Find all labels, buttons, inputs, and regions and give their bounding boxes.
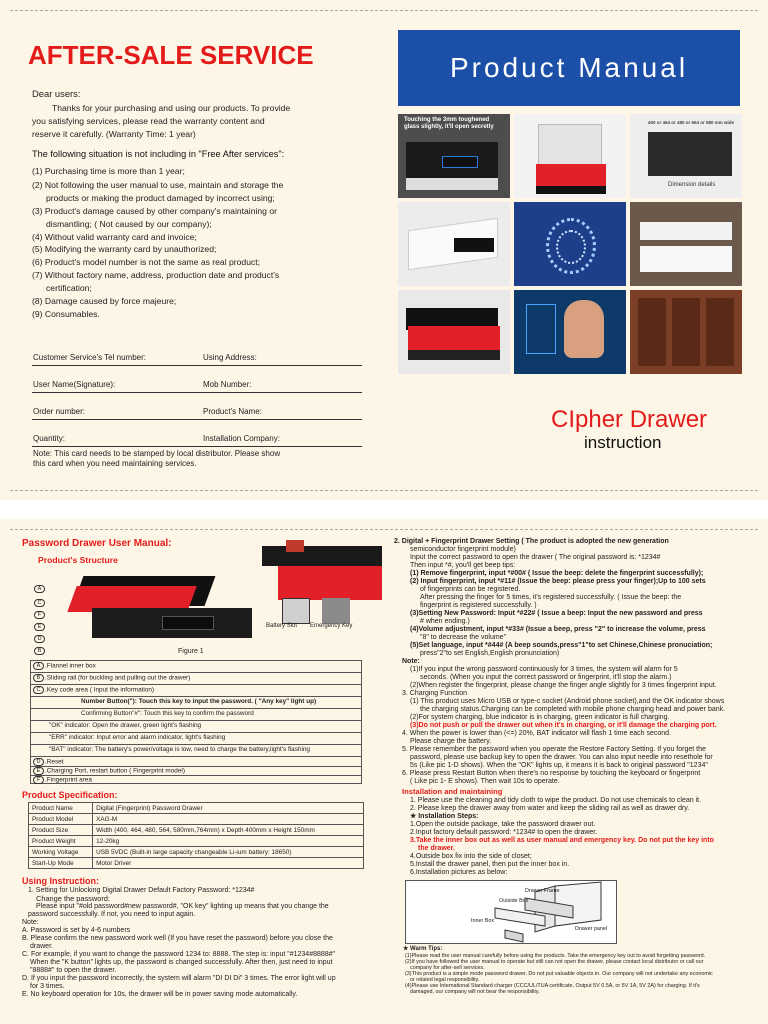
exclusion-item: (4) Without valid warranty card and invoice; bbox=[32, 232, 197, 242]
using-line: password successfully. If not, you need to input again. bbox=[28, 911, 196, 918]
using-line: When the "K button" lights up, the password is changed successfully. After then, just need to input bbox=[30, 959, 333, 966]
dims-label: Dimension details bbox=[668, 182, 716, 188]
cipher-drawer-title: CIpher Drawer bbox=[551, 406, 708, 433]
maintain-line: 5.Install the drawer panel, then put the inner box in. bbox=[410, 861, 570, 868]
using-line: Note: bbox=[22, 919, 39, 926]
right-line: Note: bbox=[402, 658, 420, 665]
battery-slot-label: Battery Slot bbox=[266, 623, 298, 629]
outside-box-label: Outside Box bbox=[499, 898, 529, 904]
drawer-detail-figure bbox=[238, 538, 388, 608]
maintain-line-warning: the drawer. bbox=[418, 845, 455, 852]
right-line: fingerprint is registered successfully. ) bbox=[420, 602, 537, 609]
structure-marker-a: A bbox=[34, 580, 46, 598]
right-line: 6. Please press Restart Button when there's no response by touching the keyboard or fingerprint bbox=[402, 770, 701, 777]
exclusion-item: products or making the product damaged by incorrect using; bbox=[46, 193, 275, 203]
dims-caption: 400 or 464 or 480 or 564 or 580 mm wide bbox=[648, 120, 735, 125]
spec-row: Product Size Width (400, 464, 480, 564, 580mm,764mm) x Depth 400mm x Height 150mm bbox=[29, 825, 364, 836]
right-line: semiconductor fingerprint module) bbox=[410, 546, 516, 553]
structure-key-table: A .Flannel inner box B .Sliding rail (for buckling and pulling out the drawer) C .Key code area ( Input the information) Number Button("): Touch this key to input the password. ( "Any key" light up) Confirming Button"#": Touch this key to confirm the password "OK" indicator: Open the drawer, green light's flashing "ERR" indicator: Input error and alarm indicator, light's flashing "BAT" indicator: The battery's power/voltage is low, need to charge the battery,light's flashing D .Reset E .Charging Port, restart button ( Fingerprint model) F .Fingerprint area bbox=[30, 660, 362, 784]
right-line: (2)When register the fingerprint, please change the finger angle slightly for 3 times fingerprint input. bbox=[410, 682, 717, 689]
drawer-photo-glass bbox=[398, 114, 510, 198]
right-line-warning: (3)Do not push or pull the drawer out when it's in charging, or it'll damage the charging port. bbox=[410, 722, 717, 729]
using-line: B. Please confirm the new password work well (If you have reset the password) before you close the bbox=[22, 935, 333, 942]
battery-slot-image bbox=[282, 598, 310, 624]
spec-row: Product Weight 12-20kg bbox=[29, 836, 364, 847]
maintain-line: ★ Installation Steps: bbox=[410, 813, 479, 820]
exclusion-item: (5) Modifying the warranty card by unauthorized; bbox=[32, 244, 217, 254]
right-line: (2)For system charging, blue indicator is in charging, green indicator is full charging. bbox=[410, 714, 670, 721]
using-line: "8888#" to open the drawer. bbox=[30, 967, 117, 974]
right-line: 5. Please remember the password when you operate the Restore Factory Setting. If you forget the bbox=[402, 746, 706, 753]
inner-box-label: Inner Box bbox=[471, 918, 495, 924]
dashed-border-bottom bbox=[10, 490, 758, 491]
using-line: C. For example, if you want to change the password 1234 to: 8888. The step is: input "#1234#8888#" bbox=[22, 951, 336, 958]
maintain-line-warning: 3.Take the inner box out as well as user manual and emergency key. Do not put the key into bbox=[410, 837, 714, 844]
right-line: 3. Charging Function bbox=[402, 690, 467, 697]
dashed-border-top bbox=[10, 529, 758, 530]
right-line: (5)Set language, input *#44# (A beep sounds,press"1"to set Chinese,Chinese pronuciation; bbox=[410, 642, 713, 649]
installation-diagram bbox=[405, 880, 617, 944]
right-line: 2. Digital + Fingerprint Drawer Setting ( The product is adopted the new generation bbox=[394, 538, 669, 545]
spec-row: Start-Up Mode Motor Driver bbox=[29, 858, 364, 869]
drawer-photo-red-inner bbox=[398, 290, 510, 374]
exclusion-item: dismantling; ( Not caused by our company); bbox=[46, 219, 212, 229]
right-line: 5s (Like pic 1-D shows). When the "OK" lights up, it means it is back to original password "1234" bbox=[410, 762, 708, 769]
page-gap bbox=[0, 500, 768, 519]
right-line: the charging status.Charging can be completed with mobile phone charging head and power bank. bbox=[420, 706, 726, 713]
structure-marker-e: E bbox=[34, 618, 46, 636]
emergency-key-label: Emergency Key bbox=[310, 623, 353, 629]
form-label-mob: Mob Number: bbox=[203, 380, 252, 389]
exclusion-item: (8) Damage caused by force majeure; bbox=[32, 296, 177, 306]
emergency-key-image bbox=[322, 598, 350, 624]
using-line: E. No keyboard operation for 10s, the drawer will be in power saving mode automatically. bbox=[22, 991, 298, 998]
form-label-tel: Customer Service's Tel number: bbox=[33, 353, 146, 362]
right-line: (3)Setting New Password: Input *#22# ( Issue a beep: Input the new password and press bbox=[410, 610, 703, 617]
warranty-cover-sheet bbox=[0, 0, 768, 500]
structure-marker-c: C bbox=[34, 594, 46, 612]
maintain-line: 4.Outside box fix into the side of closet; bbox=[410, 853, 532, 860]
spec-row: Working Voltage USB 5VDC (Built-in large capacity changeable Li-ium battery: 18650) bbox=[29, 847, 364, 858]
maintain-line: 2.Input factory default password: *1234# to open the drawer. bbox=[410, 829, 598, 836]
using-line: A. Password is set by 4-6 numbers bbox=[22, 927, 131, 934]
intro-line-2: you satisfying services, please read the warranty content and bbox=[32, 116, 265, 126]
right-line: Please charge the battery. bbox=[410, 738, 492, 745]
spec-table bbox=[28, 802, 364, 869]
right-line: (1) Remove fingerprint, input *#00# ( Issue the beep: delete the fingerprint successfully); bbox=[410, 570, 704, 577]
structure-marker-d: D bbox=[34, 630, 46, 648]
fingerprint-photo bbox=[514, 202, 626, 286]
form-line bbox=[32, 365, 362, 366]
exclusion-item: (2) Not following the user manual to use, maintain and storage the bbox=[32, 180, 284, 190]
note-line-2: this card when you need maintaining services. bbox=[33, 459, 197, 468]
maintain-line: 2. Please keep the drawer away from water and keep the sliding rail as well as drawer dry. bbox=[410, 805, 690, 812]
warm-tip-line: (1)Please read the user manual carefully before using the products. Take the emergency key out to avoid forgetting password. bbox=[405, 953, 706, 959]
figure-caption: Figure 1 bbox=[178, 648, 204, 655]
form-line bbox=[32, 446, 362, 447]
form-label-product-name: Product's Name: bbox=[203, 407, 262, 416]
exclusion-heading: The following situation is not including in "Free After services": bbox=[32, 149, 285, 159]
warm-tip-line: company for after-sell services. bbox=[410, 965, 485, 971]
maintain-line: 1.Open the outside package, take the password drawer out. bbox=[410, 821, 596, 828]
exclusion-item: (7) Without factory name, address, production date and product's bbox=[32, 270, 280, 280]
warm-tip-line: or related legal responsibility. bbox=[410, 977, 480, 983]
right-line: Then input *#, you'll get beep tips: bbox=[410, 562, 516, 569]
form-label-user: User Name(Signature): bbox=[33, 380, 116, 389]
closet-photo bbox=[630, 290, 742, 374]
banner-title: Product Manual bbox=[449, 52, 689, 83]
spec-row: Product Model XAG-M bbox=[29, 814, 364, 825]
right-line: ( Like pic 1- E shows). Then wait 10s to operate. bbox=[410, 778, 560, 785]
right-line: password, please use backup key to open the drawer. You can also input needle into resethole for bbox=[410, 754, 713, 761]
right-line: (2) Input fingerprint, input *#11# (Issue the beep: please press your finger);Up to 100 sets bbox=[410, 578, 706, 585]
warm-tips-title: ★ Warm Tips: bbox=[403, 946, 443, 952]
warm-tip-line: (2)If you have followed the user manual to operate but still can not open the drawer, please contact local distributor or call our bbox=[405, 959, 704, 965]
form-label-address: Using Address: bbox=[203, 353, 257, 362]
maintain-line: 6.Installation pictures as below: bbox=[410, 869, 508, 876]
right-line: After pressing the finger for 5 times, it's registered successfully. ( Issue the beep: the bbox=[420, 594, 682, 601]
right-line: 4. When the power is lower than (<=) 20%, BAT indicator will flash 1 time each second. bbox=[402, 730, 671, 737]
form-line bbox=[32, 419, 362, 420]
right-line: (1) This product uses Micro USB or type-c socket (Android phone socket),and the OK indicator shows bbox=[410, 698, 725, 705]
maintain-line: 1. Please use the cleaning and tidy cloth to wipe the product. Do not use chemicals to clean it. bbox=[410, 797, 702, 804]
right-line: press"2"to set English,English pronunciation) bbox=[420, 650, 560, 657]
right-line: of fingerprints can be registered. bbox=[420, 586, 521, 593]
warm-tip-line: (4)Please use International Standard charger (CCC/UL/TUA certificate, Output 5V 0.5A, or 5V 1A, 5V 2A) for charging. If it's bbox=[405, 983, 700, 989]
dashed-border-top bbox=[10, 10, 758, 11]
intro-line-3: reserve it carefully. (Warranty Time: 1 year) bbox=[32, 129, 196, 139]
using-line: drawer. bbox=[30, 943, 53, 950]
structure-marker-f: F bbox=[34, 606, 46, 624]
drawer-panel-label: Drawer panel bbox=[575, 926, 608, 932]
right-line: (1)If you input the wrong password continuously for 3 times, the system will alarm for 5 bbox=[410, 666, 678, 673]
furniture-photo bbox=[630, 202, 742, 286]
drawer-structure-figure bbox=[62, 564, 262, 650]
drawer-photo-white bbox=[398, 202, 510, 286]
using-line: D. If you input the password incorrectly, the system will alarm "DI DI Di" 3 times. The error light will up bbox=[22, 975, 336, 982]
exclusion-item: (6) Product's model number is not the same as real product; bbox=[32, 257, 261, 267]
product-manual-banner bbox=[398, 30, 740, 106]
right-line: (4)Volume adjustment, input *#33# (Issue a beep, press "2" to increase the volume, press bbox=[410, 626, 706, 633]
touch-caption: Touching the 3mm toughened glass slightly, it'll open secretly bbox=[404, 117, 494, 130]
spec-title: Product Specification: bbox=[22, 790, 118, 800]
manual-title: Password Drawer User Manual: bbox=[22, 538, 172, 549]
right-line: seconds. (When you input the correct password or fingerprint, it'll stop the alarm.) bbox=[420, 674, 672, 681]
form-label-quantity: Quantity: bbox=[33, 434, 66, 443]
spec-row: Product Name Digital (Fingerprint) Password Drawer bbox=[29, 803, 364, 814]
warm-tip-line: damaged, our company will not bear the responsibility. bbox=[410, 989, 540, 995]
drawer-dimension-diagram bbox=[630, 114, 742, 198]
tech-hand-photo bbox=[514, 290, 626, 374]
right-line: "8" to decrease the volume" bbox=[420, 634, 507, 641]
structure-marker-b: B bbox=[34, 642, 46, 660]
right-line: Input the correct password to open the drawer ( The original password is: *1234# bbox=[410, 554, 661, 561]
exclusion-item: (3) Product's damage caused by other company's maintaining or bbox=[32, 206, 277, 216]
using-line: for 3 times. bbox=[30, 983, 65, 990]
exclusion-item: certification; bbox=[46, 283, 92, 293]
using-line: 1. Setting for Unlocking Digital Drawer Default Factory Password: *1234# bbox=[28, 887, 255, 894]
using-title: Using Instruction: bbox=[22, 876, 99, 886]
installation-diagram-svg bbox=[405, 880, 617, 944]
maintain-title: Installation and maintaining bbox=[402, 787, 503, 796]
using-line: Please input "#old password#new password#, "OK key" lighting up means that you change the bbox=[36, 903, 329, 910]
form-label-order: Order number: bbox=[33, 407, 86, 416]
intro-line-1: Thanks for your purchasing and using our products. To provide bbox=[52, 103, 291, 113]
aftersale-title: AFTER-SALE SERVICE bbox=[28, 40, 314, 70]
drawer-photo-red-open bbox=[514, 114, 626, 198]
using-line: Change the password: bbox=[36, 894, 110, 903]
right-line: # when ending.) bbox=[420, 618, 470, 625]
instruction-subtitle: instruction bbox=[584, 433, 662, 452]
note-line-1: Note: This card needs to be stamped by local distributor. Please show bbox=[33, 449, 281, 458]
exclusion-item: (1) Purchasing time is more than 1 year; bbox=[32, 166, 185, 176]
structure-title: Product's Structure bbox=[38, 555, 118, 565]
form-label-installation: Installation Company: bbox=[203, 434, 280, 443]
warm-tip-line: (3)This product is a simple mode password drawer. Do not put valuable objects in. Our company will not undertake any economic bbox=[405, 971, 713, 977]
form-line bbox=[32, 392, 362, 393]
exclusion-item: (9) Consumables. bbox=[32, 309, 100, 319]
drawer-frame-label: Drawer Frame bbox=[525, 888, 560, 894]
greeting: Dear users: bbox=[32, 88, 81, 99]
